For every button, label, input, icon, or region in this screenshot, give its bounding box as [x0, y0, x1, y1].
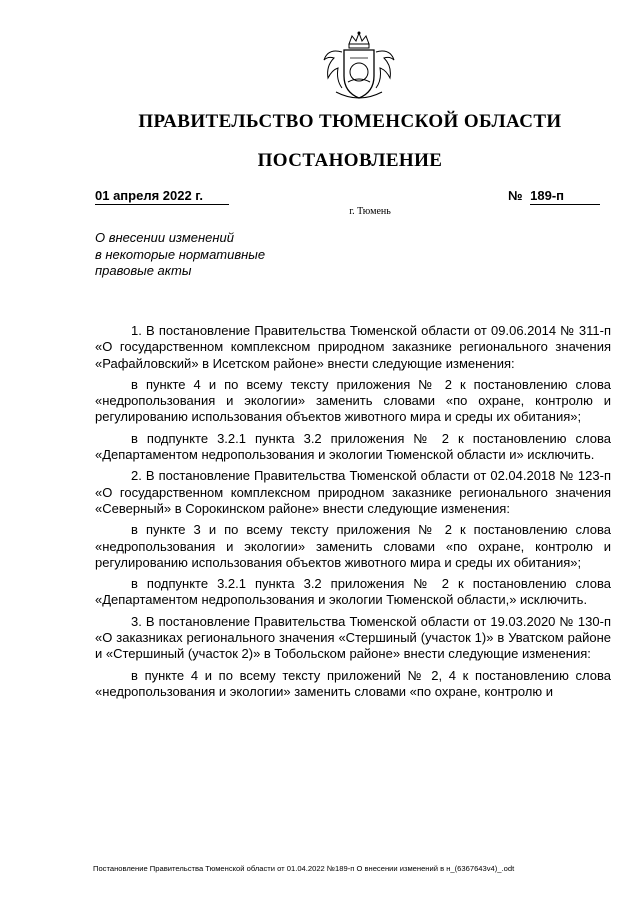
body-paragraph: 2. В постановление Правительства Тюменской области от 02.04.2018 № 123-п «О государственном комплексном природном заказнике регионального значения «Северный» в Сорокинском районе» внести следующие изменения: [95, 468, 611, 516]
subject-line: в некоторые нормативные [95, 246, 266, 262]
number-value: 189-п [530, 188, 600, 205]
body-paragraph: в пункте 4 и по всему тексту приложений № 2, 4 к постановлению слова «недропользования и экологии» заменить словами «по охране, контролю и [95, 667, 611, 699]
subject-line: правовые акты [95, 263, 192, 278]
document-date: 01 апреля 2022 г. [95, 188, 229, 205]
body-paragraph: 1. В постановление Правительства Тюменской области от 09.06.2014 № 311-п «О государственном комплексном природном заказнике регионального значения «Рафайловский» в Исетском районе» внести следующие изменения: [95, 323, 611, 371]
document-type: ПОСТАНОВЛЕНИЕ [257, 150, 443, 171]
body-paragraph: в пункте 4 и по всему тексту приложения № 2 к постановлению слова «недропользования и экологии» заменить словами «по охране, контролю и регулированию использования объектов животного мира и среды их обитания»; [95, 376, 611, 425]
body-paragraph: в подпункте 3.2.1 пункта 3.2 приложения № 2 к постановлению слова «Департаментом недропользования и экологии Тюменской области и» исключить. [95, 430, 611, 463]
body-paragraph: 3. В постановление Правительства Тюменской области от 19.03.2020 № 130-п «О заказниках регионального значения «Стершиный (участок 1)» в Уватском районе и «Стершиный (участок 2)» в Тобольском районе» внести следующие изменения: [95, 613, 611, 662]
body-paragraph: в пункте 3 и по всему тексту приложения № 2 к постановлению слова «недропользования и экологии» заменить словами «по охране, контролю и регулированию использования объектов животного мира и среды их обитания»; [95, 522, 611, 570]
body-paragraph: в подпункте 3.2.1 пункта 3.2 приложения № 2 к постановлению слова «Департаментом недропользования и экологии Тюменской области,» исключить. [95, 576, 611, 608]
subject-line: О внесении изменений [95, 230, 234, 245]
document-subject [95, 230, 295, 280]
number-prefix: № [508, 188, 523, 203]
coat-of-arms-icon [314, 30, 404, 106]
document-city: г. Тюмень [349, 206, 391, 217]
page-footer: Постановление Правительства Тюменской области от 01.04.2022 №189-п О внесении изменений в н_(6367643v4)_.odt [93, 864, 515, 873]
document-body [95, 323, 611, 705]
document-number [508, 188, 600, 205]
government-name: ПРАВИТЕЛЬСТВО ТЮМЕНСКОЙ ОБЛАСТИ [138, 111, 562, 132]
